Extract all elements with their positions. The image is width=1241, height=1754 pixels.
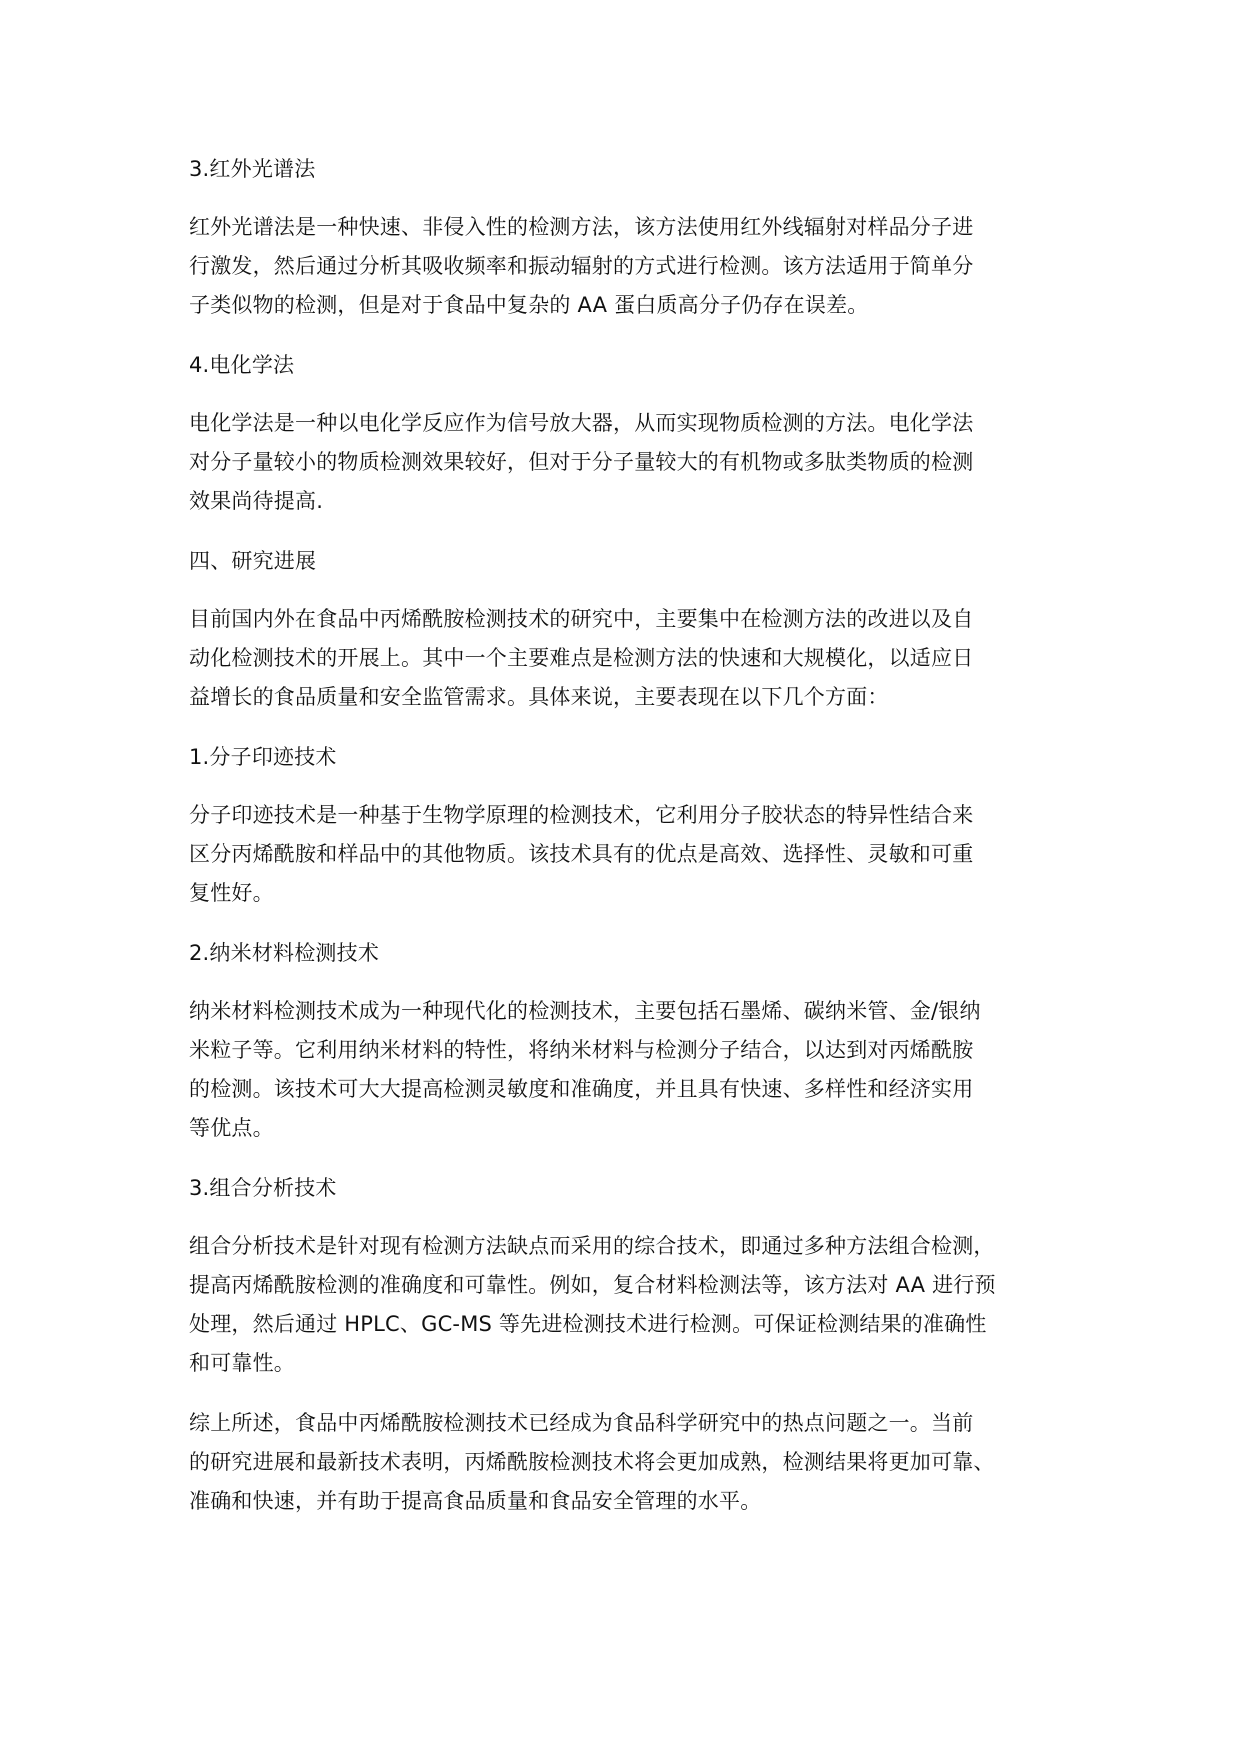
document-page	[189, 150, 1069, 1521]
text-line: 子类似物的检测，但是对于食品中复杂的 AA 蛋白质高分子仍存在误差。	[189, 293, 869, 317]
text-line: 纳米材料检测技术成为一种现代化的检测技术，主要包括石墨烯、碳纳米管、金/银纳	[189, 999, 981, 1023]
heading-nanomaterial-detection: 2.纳米材料检测技术	[189, 941, 380, 965]
heading-electrochemistry: 4.电化学法	[189, 353, 295, 377]
paragraph-conclusion	[189, 1404, 1069, 1521]
text-line: 对分子量较小的物质检测效果较好，但对于分子量较大的有机物或多肽类物质的检测	[189, 450, 974, 474]
text-line: 复性好。	[189, 881, 274, 905]
paragraph-molecular-imprinting	[189, 796, 1069, 913]
text-line: 分子印迹技术是一种基于生物学原理的检测技术，它利用分子胶状态的特异性结合来	[189, 803, 974, 827]
paragraph-combined-analysis	[189, 1227, 1069, 1383]
text-line: 等优点。	[189, 1116, 274, 1140]
paragraph-research-progress	[189, 600, 1069, 717]
text-line: 的检测。该技术可大大提高检测灵敏度和准确度，并且具有快速、多样性和经济实用	[189, 1077, 974, 1101]
text-line: 组合分析技术是针对现有检测方法缺点而采用的综合技术，即通过多种方法组合检测，	[189, 1234, 995, 1258]
text-line: 益增长的食品质量和安全监管需求。具体来说，主要表现在以下几个方面：	[189, 685, 889, 709]
paragraph-infrared-spectroscopy	[189, 208, 1069, 325]
text-line: 处理，然后通过 HPLC、GC-MS 等先进检测技术进行检测。可保证检测结果的准确性	[189, 1312, 987, 1336]
paragraph-nanomaterial-detection	[189, 992, 1069, 1148]
text-line: 区分丙烯酰胺和样品中的其他物质。该技术具有的优点是高效、选择性、灵敏和可重	[189, 842, 974, 866]
text-line: 综上所述，食品中丙烯酰胺检测技术已经成为食品科学研究中的热点问题之一。当前	[189, 1411, 974, 1435]
text-line: 动化检测技术的开展上。其中一个主要难点是检测方法的快速和大规模化，以适应日	[189, 646, 974, 670]
text-line: 的研究进展和最新技术表明，丙烯酰胺检测技术将会更加成熟，检测结果将更加可靠、	[189, 1450, 995, 1474]
text-line: 红外光谱法是一种快速、非侵入性的检测方法，该方法使用红外线辐射对样品分子进	[189, 215, 974, 239]
heading-research-progress: 四、研究进展	[189, 549, 317, 573]
text-line: 准确和快速，并有助于提高食品质量和食品安全管理的水平。	[189, 1489, 762, 1513]
text-line: 米粒子等。它利用纳米材料的特性，将纳米材料与检测分子结合，以达到对丙烯酰胺	[189, 1038, 974, 1062]
paragraph-electrochemistry	[189, 404, 1069, 521]
text-line: 和可靠性。	[189, 1351, 295, 1375]
heading-combined-analysis: 3.组合分析技术	[189, 1176, 337, 1200]
heading-infrared-spectroscopy: 3.红外光谱法	[189, 157, 316, 181]
text-line: 行激发，然后通过分析其吸收频率和振动辐射的方式进行检测。该方法适用于简单分	[189, 254, 974, 278]
heading-molecular-imprinting: 1.分子印迹技术	[189, 745, 337, 769]
text-line: 效果尚待提高.	[189, 489, 324, 513]
text-line: 电化学法是一种以电化学反应作为信号放大器，从而实现物质检测的方法。电化学法	[189, 411, 974, 435]
text-line: 目前国内外在食品中丙烯酰胺检测技术的研究中，主要集中在检测方法的改进以及自	[189, 607, 974, 631]
text-line: 提高丙烯酰胺检测的准确度和可靠性。例如，复合材料检测法等，该方法对 AA 进行预	[189, 1273, 996, 1297]
